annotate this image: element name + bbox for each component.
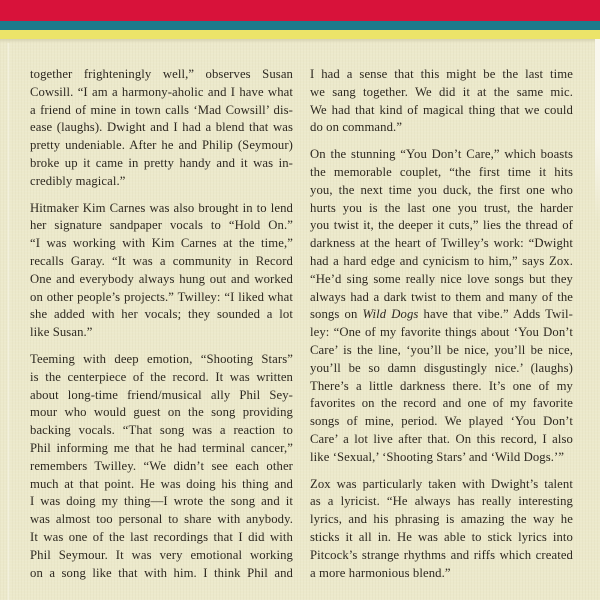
- text-line: Zox was particularly taken with Dwight’s talent: [310, 476, 573, 491]
- text-line: is the centerpiece of the record. It was written: [30, 369, 293, 384]
- paragraph: [30, 351, 293, 582]
- text-line: [310, 306, 573, 324]
- text-line: always had a dark twist to them and many of the: [310, 289, 573, 304]
- text-line: you, the next time you duck, the first one who: [310, 182, 573, 197]
- text-line: We had that kind of magical thing that we could: [310, 102, 573, 117]
- text-line: I was doing my thing—I wrote the song and it: [30, 494, 293, 509]
- paragraph: [310, 476, 573, 583]
- text-line: pretty undeniable. After he and Philip (Seymour): [30, 138, 293, 153]
- paragraph: [30, 66, 293, 191]
- album-title-italic: Wild Dogs: [362, 307, 419, 322]
- text-line: broke up it came in pretty handy and it was in-: [30, 155, 293, 170]
- red-band: [0, 0, 600, 21]
- header-stripes: [0, 0, 600, 43]
- text-segment: songs on: [310, 307, 363, 322]
- text-line: credibly magical.”: [30, 173, 126, 188]
- liner-notes-text: [0, 43, 600, 582]
- text-line: lyrics, and his phrasing is amazing the way he: [310, 512, 573, 527]
- text-line: Cowsill. “I am a harmony-aholic and I have what: [30, 84, 293, 99]
- text-line: like ‘Sexual,’ ‘Shooting Stars’ and ‘Wild Dogs.’”: [310, 449, 565, 464]
- text-line: a friend of mine in town calls ‘Mad Cowsill’ dis-: [30, 102, 293, 117]
- text-line: was almost too personal to share with anybody.: [30, 512, 293, 527]
- text-line: remembers Twilley. “We didn’t see each other: [30, 458, 293, 473]
- text-line: you’ll be so damn disgustingly nice.’ (laughs): [310, 360, 573, 375]
- text-line: had a hard edge and cynicism to him,” says Zox.: [310, 253, 573, 268]
- text-line: darkness at the heart of Twilley’s work: “Dwight: [310, 236, 573, 251]
- paragraph: [310, 66, 573, 137]
- text-line: a more harmonious blend.”: [310, 565, 451, 580]
- text-line: “I was working with Kim Carnes at the time,”: [30, 236, 293, 251]
- text-column-left: [30, 66, 293, 582]
- text-line: together frighteningly well,” observes Susan: [30, 67, 293, 81]
- teal-stripe: [0, 21, 600, 30]
- paragraph: [310, 146, 573, 466]
- text-line: favorites on the record and one of my favorite: [310, 396, 573, 411]
- text-line: It was one of the last recordings that I did with: [30, 529, 293, 544]
- yellow-stripe: [0, 30, 600, 39]
- text-line: her signature sandpaper vocals to “Hold On.”: [30, 218, 293, 233]
- text-line: backing vocals. “That song was a reaction to: [30, 423, 293, 438]
- text-line: like Susan.”: [30, 325, 93, 340]
- text-segment: have that vibe.” Adds Twil-: [418, 307, 573, 322]
- text-line: On the stunning “You Don’t Care,” which boasts: [310, 147, 573, 162]
- text-line: much at that point. He was doing his thing and: [30, 476, 293, 491]
- text-line: Phil informing me that he had terminal cancer,”: [30, 440, 293, 455]
- text-line: “He’d sing some really nice love songs but they: [310, 271, 573, 286]
- text-line: mour who would guest on the song providing: [30, 405, 293, 420]
- text-line: One and everybody always hung out and worked: [30, 271, 293, 286]
- text-line: There’s a little darkness there. It’s one of my: [310, 378, 573, 393]
- text-line: on a song like that with him. I think Phil and: [30, 565, 293, 580]
- text-line: you twist it, the deeper it cuts,” lies the thread of: [310, 218, 573, 233]
- text-line: the memorable couplet, “the first time it hits: [310, 164, 573, 179]
- text-line: songs of mine, period. We played ‘You Don’t: [310, 414, 573, 429]
- text-line: ley: “One of my favorite things about ‘You Don’t: [310, 325, 573, 340]
- text-line: ease (laughs). Dwight and I had a blend that was: [30, 120, 293, 135]
- text-column-right: [310, 66, 573, 582]
- text-line: recalls Garay. “It was a community in Record: [30, 253, 293, 268]
- text-line: Teeming with deep emotion, “Shooting Stars”: [30, 351, 293, 366]
- text-line: do on command.”: [310, 120, 403, 135]
- paragraph: [30, 200, 293, 342]
- text-line: sticks it all in. He was able to stick lyrics into: [310, 529, 573, 544]
- text-line: as a lyricist. “He always has really interesting: [310, 494, 573, 509]
- text-line: Phil Seymour. It was very emotional working: [30, 547, 293, 562]
- text-line: on other people’s projects.” Twilley: “I liked what: [30, 289, 293, 304]
- text-line: she added with her vocals; they sounded a lot: [30, 307, 293, 322]
- text-line: Hitmaker Kim Carnes was also brought in to lend: [30, 200, 293, 215]
- text-line: about long-time friend/musical ally Phil Sey-: [30, 387, 293, 402]
- text-line: Care’ is the line, ‘you’ll be nice, you’ll be nice,: [310, 342, 573, 357]
- text-line: hurts you is the last one you trust, the harder: [310, 200, 573, 215]
- text-line: we sang together. We did it at the same mic.: [310, 84, 573, 99]
- text-line: Care’ a lot live after that. On this record, I also: [310, 431, 573, 446]
- text-line: Pitcock’s strange rhythms and riffs which created: [310, 547, 573, 562]
- text-line: I had a sense that this might be the last time: [310, 67, 573, 81]
